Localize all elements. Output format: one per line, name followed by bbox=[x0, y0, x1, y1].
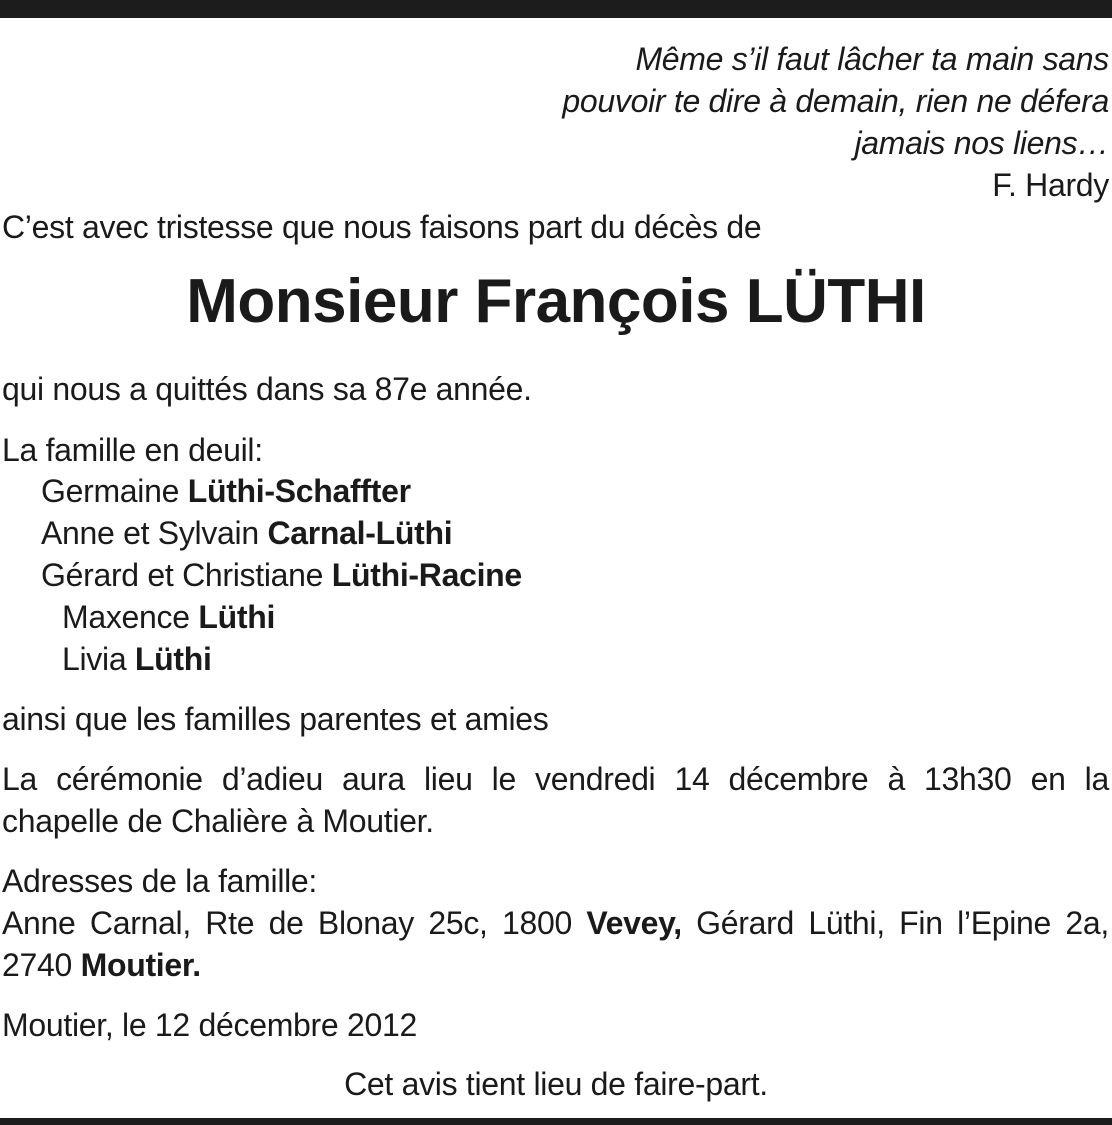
member-surname: Carnal-Lüthi bbox=[267, 515, 453, 551]
intro-text: C’est avec tristesse que nous faisons part du décès de bbox=[2, 209, 762, 245]
bottom-border-rule bbox=[0, 1118, 1112, 1125]
relatives-line: ainsi que les familles parentes et amies bbox=[2, 701, 549, 737]
address-city-vevey: Vevey, bbox=[586, 905, 682, 941]
addresses-line-2 bbox=[2, 944, 201, 986]
member-given-names: Gérard et Christiane bbox=[41, 557, 332, 593]
address-gerard: Gérard Lüthi, Fin l’Epine 2a, bbox=[681, 905, 1109, 941]
address-city-moutier: Moutier. bbox=[80, 947, 201, 983]
deceased-name: Monsieur François LÜTHI bbox=[186, 267, 926, 336]
age-line: qui nous a quittés dans sa 87e année. bbox=[2, 371, 532, 407]
address-postcode: 2740 bbox=[2, 947, 81, 983]
member-given-names: Livia bbox=[62, 641, 135, 677]
family-member bbox=[62, 638, 212, 680]
family-heading: La famille en deuil: bbox=[2, 432, 263, 468]
member-surname: Lüthi bbox=[198, 599, 276, 635]
epigraph-line-2: pouvoir te dire à demain, rien ne défera bbox=[562, 83, 1109, 119]
top-border-rule bbox=[0, 0, 1112, 18]
addresses-heading: Adresses de la famille: bbox=[2, 863, 318, 899]
epigraph-line-3: jamais nos liens… bbox=[854, 125, 1109, 161]
place-date: Moutier, le 12 décembre 2012 bbox=[2, 1007, 417, 1043]
member-given-names: Anne et Sylvain bbox=[41, 515, 268, 551]
address-anne: Anne Carnal, Rte de Blonay 25c, 1800 bbox=[2, 905, 587, 941]
member-surname: Lüthi-Racine bbox=[331, 557, 522, 593]
family-member bbox=[41, 512, 452, 554]
epigraph-line-1: Même s’il faut lâcher ta main sans bbox=[635, 41, 1109, 77]
closing-note: Cet avis tient lieu de faire-part. bbox=[344, 1066, 768, 1102]
family-member bbox=[41, 554, 522, 596]
family-member bbox=[41, 470, 411, 512]
ceremony-line-2: chapelle de Chalière à Moutier. bbox=[2, 803, 434, 839]
ceremony-line-1: La cérémonie d’adieu aura lieu le vendredi 14 décembre à 13h30 en la bbox=[2, 761, 1109, 797]
member-given-names: Germaine bbox=[41, 473, 188, 509]
member-given-names: Maxence bbox=[62, 599, 199, 635]
addresses-line-1 bbox=[2, 902, 1109, 944]
member-surname: Lüthi bbox=[134, 641, 212, 677]
member-surname: Lüthi-Schaffter bbox=[187, 473, 411, 509]
family-member bbox=[62, 596, 275, 638]
epigraph-author: F. Hardy bbox=[992, 167, 1109, 203]
